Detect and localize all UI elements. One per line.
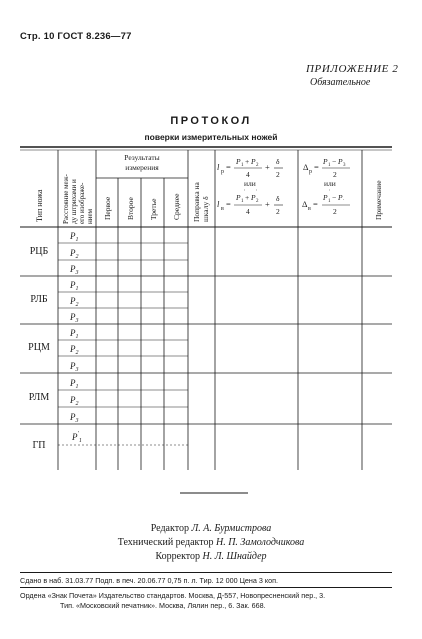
p-label: $P_1$ <box>70 378 79 390</box>
col-distance-l4: нием <box>86 208 94 224</box>
col-distance-l3: его изображе- <box>78 182 86 224</box>
col-distance-l1: Расстояние меж- <box>62 174 70 224</box>
appendix-status: Обязательное <box>310 77 371 88</box>
col-note: Примечание <box>374 180 383 220</box>
protocol-title: ПРОТОКОЛ <box>170 115 252 127</box>
svg-text:1: 1 <box>328 163 331 168</box>
col-results-l2: измерения <box>125 163 159 172</box>
svg-text:2: 2 <box>333 170 337 179</box>
signature-corrector: Корректор Н. Л. Шнайдер <box>155 551 267 562</box>
svg-text:′: ′ <box>244 190 246 195</box>
col-correction-l2: шкалу δ <box>201 196 210 222</box>
p-label: $P_3$ <box>70 312 79 324</box>
col-results-l1: Результаты <box>124 153 160 162</box>
protocol-subtitle: поверки измерительных ножей <box>144 132 278 142</box>
svg-text:P: P <box>251 157 256 166</box>
col-distance-l2: ду штрихами и <box>70 179 78 224</box>
col-first: Первое <box>103 196 112 220</box>
col-knife-type: Тип ножа <box>35 189 44 222</box>
col-second: Второе <box>126 197 135 220</box>
svg-text:1: 1 <box>241 199 244 204</box>
footer-print-info: Сдано в наб. 31.03.77 Подп. в печ. 20.06.77 0,75 п. л. Тир. 12 000 Цена 3 коп. <box>20 576 278 585</box>
svg-text:P: P <box>323 193 328 202</box>
signature-tech-editor: Технический редактор Н. П. Замолодчикова <box>117 537 305 548</box>
svg-text:3: 3 <box>343 163 346 168</box>
formula-or-1: или <box>244 179 256 188</box>
svg-text:1: 1 <box>241 163 244 168</box>
svg-text:P: P <box>323 157 328 166</box>
svg-text:P: P <box>251 193 256 202</box>
svg-text:в: в <box>308 206 311 212</box>
svg-text:1: 1 <box>328 199 331 204</box>
svg-text:2: 2 <box>276 170 280 179</box>
svg-text:2: 2 <box>333 207 337 216</box>
svg-text:=: = <box>314 162 319 172</box>
svg-text:2: 2 <box>276 207 280 216</box>
p-label: $P_3$ <box>70 264 79 276</box>
p-label: $P_2$ <box>70 344 79 356</box>
svg-text:P: P <box>338 157 343 166</box>
svg-text:4: 4 <box>246 207 250 216</box>
svg-text:δ: δ <box>276 157 280 166</box>
svg-text:P: P <box>338 193 343 202</box>
svg-text:l: l <box>217 162 220 172</box>
knife-type-rlm: РЛМ <box>28 392 50 403</box>
footer-top-rule <box>20 572 392 573</box>
svg-text:l: l <box>217 199 220 209</box>
knife-type-rcb: РЦБ <box>29 246 49 257</box>
p-label: $P'_1$ <box>72 431 82 444</box>
knife-type-rcm: РЦМ <box>28 342 50 353</box>
footer-publisher: Ордена «Знак Почета» Издательство стандартов. Москва, Д-557, Новопресненский пер., 3. <box>20 591 326 600</box>
svg-text:Δ: Δ <box>302 199 308 209</box>
knife-type-rlb: РЛБ <box>30 294 48 305</box>
svg-text:р: р <box>309 169 312 175</box>
footer-mid-rule <box>20 587 392 588</box>
svg-text:=: = <box>226 162 231 172</box>
svg-text:−: − <box>332 157 337 166</box>
p-label: $P_3$ <box>70 361 79 373</box>
p-label: $P_1$ <box>70 231 79 243</box>
appendix-title: ПРИЛОЖЕНИЕ 2 <box>306 63 399 75</box>
p-label: $P_1$ <box>70 280 79 292</box>
col-correction-l1: Поправка на <box>192 182 201 222</box>
svg-text:δ: δ <box>276 194 280 203</box>
svg-text:+: + <box>245 157 250 166</box>
svg-text:+: + <box>245 193 250 202</box>
formula-deviation <box>302 157 350 216</box>
signature-editor: Редактор Л. А. Бурмистрова <box>150 523 272 534</box>
svg-text:=: = <box>226 199 231 209</box>
svg-text:P: P <box>236 193 241 202</box>
svg-text:′: ′ <box>256 190 258 195</box>
page-header: Стр. 10 ГОСТ 8.236—77 <box>20 31 132 42</box>
p-label: $P_2$ <box>70 248 79 260</box>
svg-text:=: = <box>313 199 318 209</box>
svg-text:.: . <box>343 197 345 202</box>
p-label: $P_2$ <box>70 296 79 308</box>
p-label: $P_1$ <box>70 328 79 340</box>
svg-text:р: р <box>221 169 224 175</box>
knife-type-gp: ГП <box>32 440 46 451</box>
col-third: Третье <box>149 198 158 220</box>
svg-text:P: P <box>236 157 241 166</box>
formula-length <box>217 157 283 216</box>
formula-or-2: или <box>324 179 336 188</box>
svg-text:−: − <box>332 193 337 202</box>
col-mean: Среднее <box>172 193 181 220</box>
svg-text:+: + <box>265 199 270 209</box>
svg-text:2: 2 <box>256 163 259 168</box>
p-label: $P_2$ <box>70 395 79 407</box>
svg-text:Δ: Δ <box>303 162 309 172</box>
footer-printer: Тип. «Московский печатник». Москва, Лялин пер., 6. Зак. 668. <box>60 601 266 610</box>
p-label: $P_3$ <box>70 412 79 424</box>
svg-text:+: + <box>265 162 270 172</box>
svg-text:4: 4 <box>246 170 250 179</box>
svg-text:в: в <box>221 206 224 212</box>
svg-text:2: 2 <box>256 199 259 204</box>
svg-text:′: ′ <box>329 190 331 195</box>
